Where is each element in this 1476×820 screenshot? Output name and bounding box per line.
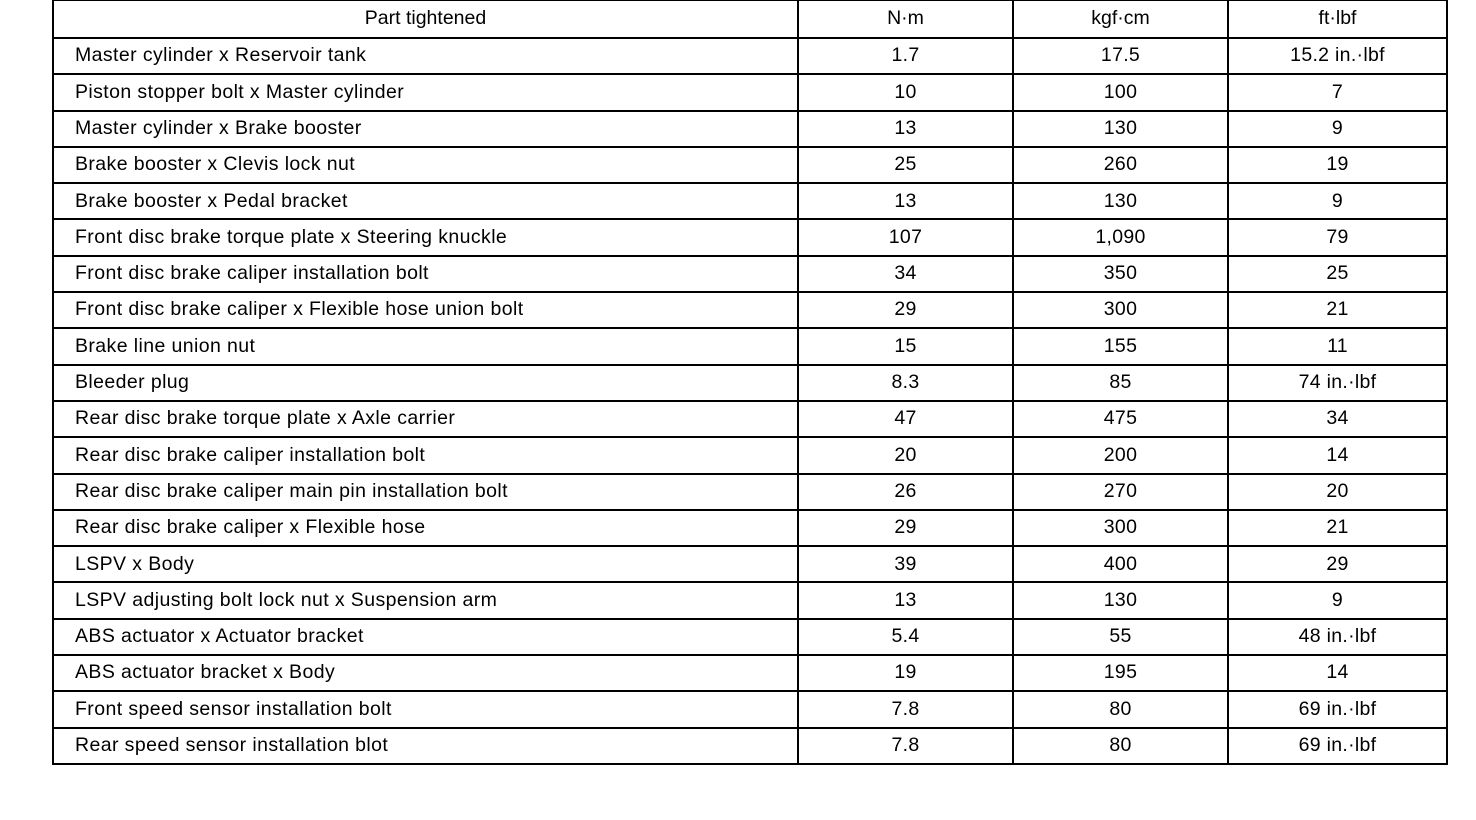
kgfcm-value-cell: 260 — [1013, 147, 1228, 183]
nm-value-cell: 10 — [798, 74, 1013, 110]
ftlbf-value-cell: 19 — [1228, 147, 1447, 183]
column-header-part: Part tightened — [53, 1, 798, 39]
table-row — [53, 147, 1447, 183]
kgfcm-value-cell: 80 — [1013, 691, 1228, 727]
kgfcm-value-cell: 155 — [1013, 328, 1228, 364]
kgfcm-value-cell: 55 — [1013, 619, 1228, 655]
kgfcm-value-cell: 300 — [1013, 292, 1228, 328]
kgfcm-value-cell: 350 — [1013, 256, 1228, 292]
kgfcm-value-cell: 85 — [1013, 365, 1228, 401]
table-row — [53, 619, 1447, 655]
nm-value-cell: 5.4 — [798, 619, 1013, 655]
kgfcm-value-cell: 100 — [1013, 74, 1228, 110]
table-row — [53, 582, 1447, 618]
table-row — [53, 256, 1447, 292]
nm-value-cell: 7.8 — [798, 728, 1013, 764]
part-name-cell: Piston stopper bolt x Master cylinder — [53, 74, 798, 110]
ftlbf-value-cell: 11 — [1228, 328, 1447, 364]
kgfcm-value-cell: 270 — [1013, 474, 1228, 510]
ftlbf-value-cell: 29 — [1228, 546, 1447, 582]
part-name-cell: LSPV adjusting bolt lock nut x Suspension arm — [53, 582, 798, 618]
part-name-cell: Front disc brake caliper x Flexible hose union bolt — [53, 292, 798, 328]
kgfcm-value-cell: 1,090 — [1013, 219, 1228, 255]
nm-value-cell: 8.3 — [798, 365, 1013, 401]
table-row — [53, 328, 1447, 364]
part-name-cell: Brake booster x Pedal bracket — [53, 183, 798, 219]
nm-value-cell: 13 — [798, 111, 1013, 147]
part-name-cell: Brake booster x Clevis lock nut — [53, 147, 798, 183]
table-row — [53, 365, 1447, 401]
ftlbf-value-cell: 69 in.·lbf — [1228, 728, 1447, 764]
table-row — [53, 691, 1447, 727]
table-body — [53, 38, 1447, 764]
table-row — [53, 437, 1447, 473]
nm-value-cell: 34 — [798, 256, 1013, 292]
ftlbf-value-cell: 15.2 in.·lbf — [1228, 38, 1447, 74]
ftlbf-value-cell: 69 in.·lbf — [1228, 691, 1447, 727]
table-row — [53, 401, 1447, 437]
table-row — [53, 510, 1447, 546]
kgfcm-value-cell: 200 — [1013, 437, 1228, 473]
part-name-cell: Rear disc brake caliper installation bolt — [53, 437, 798, 473]
part-name-cell: LSPV x Body — [53, 546, 798, 582]
part-name-cell: ABS actuator bracket x Body — [53, 655, 798, 691]
nm-value-cell: 15 — [798, 328, 1013, 364]
kgfcm-value-cell: 475 — [1013, 401, 1228, 437]
part-name-cell: Bleeder plug — [53, 365, 798, 401]
part-name-cell: Rear disc brake caliper main pin installation bolt — [53, 474, 798, 510]
nm-value-cell: 19 — [798, 655, 1013, 691]
part-name-cell: Front disc brake torque plate x Steering knuckle — [53, 219, 798, 255]
kgfcm-value-cell: 130 — [1013, 582, 1228, 618]
part-name-cell: Rear disc brake torque plate x Axle carrier — [53, 401, 798, 437]
ftlbf-value-cell: 34 — [1228, 401, 1447, 437]
header-row — [53, 1, 1447, 39]
ftlbf-value-cell: 14 — [1228, 437, 1447, 473]
ftlbf-value-cell: 9 — [1228, 111, 1447, 147]
ftlbf-value-cell: 14 — [1228, 655, 1447, 691]
ftlbf-value-cell: 25 — [1228, 256, 1447, 292]
nm-value-cell: 13 — [798, 582, 1013, 618]
nm-value-cell: 25 — [798, 147, 1013, 183]
ftlbf-value-cell: 9 — [1228, 183, 1447, 219]
table-row — [53, 655, 1447, 691]
nm-value-cell: 39 — [798, 546, 1013, 582]
nm-value-cell: 47 — [798, 401, 1013, 437]
nm-value-cell: 7.8 — [798, 691, 1013, 727]
column-header-ftlbf: ft·lbf — [1228, 1, 1447, 39]
ftlbf-value-cell: 20 — [1228, 474, 1447, 510]
table-header — [53, 1, 1447, 39]
nm-value-cell: 20 — [798, 437, 1013, 473]
table-row — [53, 183, 1447, 219]
part-name-cell: Master cylinder x Brake booster — [53, 111, 798, 147]
kgfcm-value-cell: 300 — [1013, 510, 1228, 546]
kgfcm-value-cell: 195 — [1013, 655, 1228, 691]
nm-value-cell: 29 — [798, 292, 1013, 328]
part-name-cell: Brake line union nut — [53, 328, 798, 364]
table-row — [53, 219, 1447, 255]
table-row — [53, 38, 1447, 74]
table-row — [53, 111, 1447, 147]
part-name-cell: ABS actuator x Actuator bracket — [53, 619, 798, 655]
ftlbf-value-cell: 9 — [1228, 582, 1447, 618]
kgfcm-value-cell: 130 — [1013, 183, 1228, 219]
ftlbf-value-cell: 74 in.·lbf — [1228, 365, 1447, 401]
torque-specification-table — [52, 0, 1448, 765]
nm-value-cell: 1.7 — [798, 38, 1013, 74]
kgfcm-value-cell: 130 — [1013, 111, 1228, 147]
part-name-cell: Rear disc brake caliper x Flexible hose — [53, 510, 798, 546]
table-row — [53, 728, 1447, 764]
part-name-cell: Rear speed sensor installation blot — [53, 728, 798, 764]
table-row — [53, 474, 1447, 510]
nm-value-cell: 107 — [798, 219, 1013, 255]
table-row — [53, 74, 1447, 110]
column-header-nm: N·m — [798, 1, 1013, 39]
table-row — [53, 546, 1447, 582]
column-header-kgfcm: kgf·cm — [1013, 1, 1228, 39]
kgfcm-value-cell: 80 — [1013, 728, 1228, 764]
ftlbf-value-cell: 21 — [1228, 292, 1447, 328]
table-row — [53, 292, 1447, 328]
ftlbf-value-cell: 7 — [1228, 74, 1447, 110]
part-name-cell: Master cylinder x Reservoir tank — [53, 38, 798, 74]
ftlbf-value-cell: 21 — [1228, 510, 1447, 546]
ftlbf-value-cell: 79 — [1228, 219, 1447, 255]
part-name-cell: Front speed sensor installation bolt — [53, 691, 798, 727]
kgfcm-value-cell: 17.5 — [1013, 38, 1228, 74]
nm-value-cell: 13 — [798, 183, 1013, 219]
part-name-cell: Front disc brake caliper installation bolt — [53, 256, 798, 292]
ftlbf-value-cell: 48 in.·lbf — [1228, 619, 1447, 655]
nm-value-cell: 26 — [798, 474, 1013, 510]
nm-value-cell: 29 — [798, 510, 1013, 546]
kgfcm-value-cell: 400 — [1013, 546, 1228, 582]
